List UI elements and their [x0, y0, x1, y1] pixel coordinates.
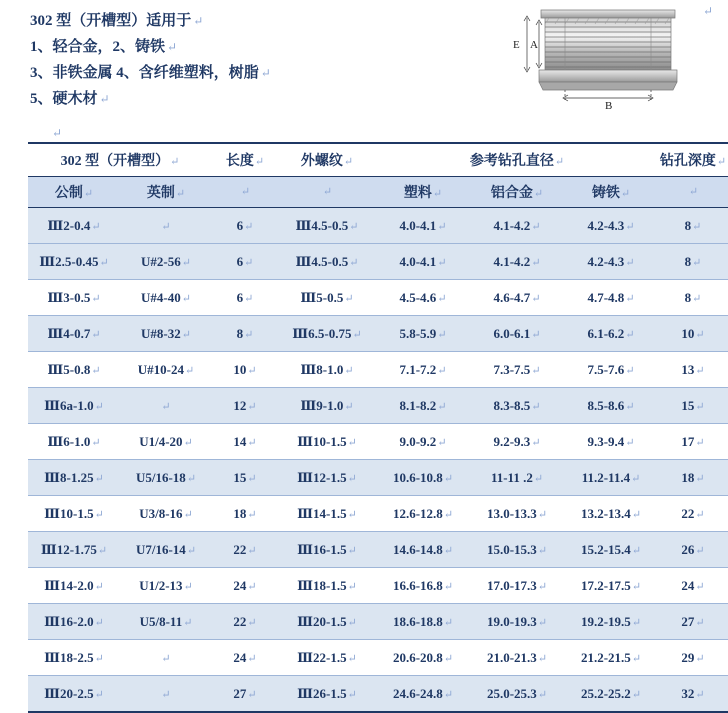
paragraph-mark-icon: ↵: [531, 220, 541, 233]
cell-metric: Ⅲ2.5-0.45↵: [28, 244, 120, 280]
cell-length: 24↵: [212, 568, 278, 604]
paragraph-mark-icon: ↵: [247, 400, 257, 413]
cell-thread: Ⅲ10-1.5↵: [278, 424, 376, 460]
paragraph-mark-icon: ↵: [695, 616, 705, 629]
header-hole-diameter-label: 参考钻孔直径: [469, 154, 554, 169]
table-row: [28, 604, 728, 640]
paragraph-mark-icon: ↵: [443, 544, 454, 557]
header-thread: [278, 143, 376, 177]
dimension-label-a: A: [530, 39, 538, 51]
paragraph-mark-icon: ↵: [91, 220, 101, 233]
cell-imperial: [120, 676, 212, 713]
paragraph-mark-icon: ↵: [91, 292, 101, 305]
cell-castiron: 9.3-9.4↵: [564, 424, 658, 460]
cell-aluminum: 4.1-4.2↵: [470, 244, 564, 280]
cell-thread: Ⅲ12-1.5↵: [278, 460, 376, 496]
cell-depth: 32↵: [658, 676, 728, 713]
paragraph-mark-icon: ↵: [244, 220, 254, 233]
header-hole-depth: [658, 143, 728, 177]
paragraph-mark-icon: ↵: [344, 364, 354, 377]
cell-metric: Ⅲ10-1.5↵: [28, 496, 120, 532]
paragraph-mark-icon: ↵: [247, 580, 257, 593]
intro-line-4: [30, 86, 500, 112]
paragraph-mark-icon: ↵: [695, 652, 705, 665]
paragraph-mark-icon: ↵: [161, 652, 171, 665]
cell-metric: Ⅲ4-0.7↵: [28, 316, 120, 352]
cell-aluminum: 6.0-6.1↵: [470, 316, 564, 352]
paragraph-mark-icon: ↵: [161, 400, 171, 413]
header-thread-label: 外螺纹: [300, 154, 343, 169]
paragraph-mark-icon: ↵: [537, 652, 548, 665]
spec-table: [28, 142, 728, 713]
cell-castiron: 4.2-4.3↵: [564, 208, 658, 244]
table-row: [28, 640, 728, 676]
dimension-label-e: E: [513, 39, 520, 51]
cell-thread: Ⅲ5-0.5↵: [278, 280, 376, 316]
paragraph-mark-icon: ↵: [443, 688, 454, 701]
cell-depth: 15↵: [658, 388, 728, 424]
cell-castiron: 11.2-11.4↵: [564, 460, 658, 496]
cell-imperial: U#2-56↵: [120, 244, 212, 280]
paragraph-mark-icon: ↵: [437, 256, 447, 269]
paragraph-mark-icon: ↵: [170, 156, 180, 168]
paragraph-mark-icon: ↵: [537, 688, 548, 701]
paragraph-mark-icon: ↵: [183, 508, 193, 521]
cell-aluminum: 7.3-7.5↵: [470, 352, 564, 388]
table-row: [28, 676, 728, 713]
paragraph-mark-icon: ↵: [181, 256, 191, 269]
cell-plastic: 16.6-16.8↵: [376, 568, 470, 604]
paragraph-mark-icon: ↵: [695, 472, 705, 485]
paragraph-mark-icon: ↵: [631, 652, 642, 665]
paragraph-mark-icon: ↵: [94, 652, 104, 665]
cell-castiron: 13.2-13.4↵: [564, 496, 658, 532]
paragraph-mark-icon: ↵: [181, 292, 191, 305]
cell-depth: 24↵: [658, 568, 728, 604]
cell-plastic: 24.6-24.8↵: [376, 676, 470, 713]
paragraph-mark-icon: ↵: [695, 544, 705, 557]
paragraph-mark-icon: ↵: [322, 186, 333, 198]
cell-depth: 26↵: [658, 532, 728, 568]
paragraph-mark-icon: ↵: [688, 186, 699, 198]
cell-castiron: 21.2-21.5↵: [564, 640, 658, 676]
paragraph-mark-icon: ↵: [175, 188, 186, 200]
cell-plastic: 12.6-12.8↵: [376, 496, 470, 532]
table-row: [28, 280, 728, 316]
cell-imperial: U5/16-18↵: [120, 460, 212, 496]
paragraph-mark-icon: ↵: [692, 256, 702, 269]
paragraph-mark-icon: ↵: [347, 580, 357, 593]
cell-length: 6↵: [212, 208, 278, 244]
cell-metric: Ⅲ18-2.5↵: [28, 640, 120, 676]
paragraph-mark-icon: ↵: [349, 220, 359, 233]
paragraph-mark-icon: ↵: [631, 544, 642, 557]
cell-depth: 17↵: [658, 424, 728, 460]
cell-metric: Ⅲ16-2.0↵: [28, 604, 120, 640]
table-row: [28, 244, 728, 280]
cell-imperial: U1/2-13↵: [120, 568, 212, 604]
cell-imperial: [120, 640, 212, 676]
paragraph-mark-icon: ↵: [247, 508, 257, 521]
cell-castiron: 17.2-17.5↵: [564, 568, 658, 604]
paragraph-mark-icon: ↵: [167, 40, 178, 54]
header-hole-diameter: [376, 143, 658, 177]
paragraph-mark-icon: ↵: [437, 220, 447, 233]
header-length: [212, 143, 278, 177]
cell-aluminum: 17.0-17.3↵: [470, 568, 564, 604]
cell-depth: 29↵: [658, 640, 728, 676]
cell-length: 18↵: [212, 496, 278, 532]
subheader-thread-spacer: [278, 177, 376, 208]
header-type: [28, 143, 212, 177]
table-row: [28, 424, 728, 460]
cell-thread: Ⅲ14-1.5↵: [278, 496, 376, 532]
paragraph-mark-icon: ↵: [432, 188, 443, 200]
cell-imperial: [120, 208, 212, 244]
paragraph-mark-icon: ↵: [531, 364, 541, 377]
cell-imperial: U#4-40↵: [120, 280, 212, 316]
paragraph-mark-icon: ↵: [692, 292, 702, 305]
cell-depth: 10↵: [658, 316, 728, 352]
paragraph-mark-icon: ↵: [99, 92, 110, 106]
dimension-label-b: B: [605, 100, 613, 112]
cell-length: 12↵: [212, 388, 278, 424]
paragraph-mark-icon: ↵: [443, 652, 454, 665]
paragraph-mark-icon: ↵: [343, 156, 354, 168]
table-row: [28, 208, 728, 244]
cell-aluminum: 19.0-19.3↵: [470, 604, 564, 640]
paragraph-mark-icon: ↵: [247, 544, 257, 557]
cell-thread: Ⅲ26-1.5↵: [278, 676, 376, 713]
paragraph-mark-icon: ↵: [437, 328, 447, 341]
subheader-plastic: [376, 177, 470, 208]
table-row: [28, 316, 728, 352]
cell-plastic: 9.0-9.2↵: [376, 424, 470, 460]
table-header-top-row: [28, 143, 728, 177]
paragraph-mark-icon: ↵: [185, 364, 195, 377]
cell-plastic: 7.1-7.2↵: [376, 352, 470, 388]
subheader-plastic-label: 塑料: [403, 186, 432, 201]
paragraph-mark-icon: ↵: [537, 616, 548, 629]
cell-metric: Ⅲ8-1.25↵: [28, 460, 120, 496]
paragraph-mark-icon: ↵: [181, 328, 191, 341]
paragraph-mark-icon: ↵: [91, 328, 101, 341]
cell-thread: Ⅲ6.5-0.75↵: [278, 316, 376, 352]
cell-plastic: 4.0-4.1↵: [376, 244, 470, 280]
cell-aluminum: 11-11 .2↵: [470, 460, 564, 496]
paragraph-mark-icon: ↵: [247, 616, 257, 629]
subheader-imperial-label: 英制: [146, 186, 175, 201]
paragraph-mark-icon: ↵: [247, 652, 257, 665]
paragraph-mark-icon: ↵: [52, 126, 63, 140]
cell-metric: Ⅲ14-2.0↵: [28, 568, 120, 604]
cell-depth: 8↵: [658, 244, 728, 280]
paragraph-mark-icon: ↵: [94, 472, 104, 485]
paragraph-mark-icon: ↵: [347, 688, 357, 701]
cell-depth: 8↵: [658, 280, 728, 316]
table-row: [28, 460, 728, 496]
paragraph-mark-icon: ↵: [631, 616, 642, 629]
paragraph-mark-icon: ↵: [94, 688, 104, 701]
paragraph-mark-icon: ↵: [631, 472, 641, 485]
cell-plastic: 18.6-18.8↵: [376, 604, 470, 640]
cell-castiron: 6.1-6.2↵: [564, 316, 658, 352]
cell-thread: Ⅲ8-1.0↵: [278, 352, 376, 388]
cell-depth: 18↵: [658, 460, 728, 496]
cell-thread: Ⅲ16-1.5↵: [278, 532, 376, 568]
paragraph-mark-icon: ↵: [344, 400, 354, 413]
paragraph-mark-icon: ↵: [247, 364, 257, 377]
cell-plastic: 4.5-4.6↵: [376, 280, 470, 316]
paragraph-mark-icon: ↵: [437, 292, 447, 305]
cell-depth: 13↵: [658, 352, 728, 388]
paragraph-mark-icon: ↵: [247, 688, 257, 701]
paragraph-mark-icon: ↵: [186, 472, 197, 485]
paragraph-mark-icon: ↵: [625, 436, 635, 449]
cell-length: 10↵: [212, 352, 278, 388]
paragraph-mark-icon: ↵: [554, 156, 565, 168]
cell-thread: Ⅲ18-1.5↵: [278, 568, 376, 604]
paragraph-mark-icon: ↵: [83, 188, 94, 200]
cell-plastic: 4.0-4.1↵: [376, 208, 470, 244]
paragraph-mark-icon: ↵: [443, 508, 454, 521]
paragraph-mark-icon: ↵: [531, 292, 541, 305]
paragraph-mark-icon: ↵: [695, 688, 705, 701]
cell-length: 8↵: [212, 316, 278, 352]
cell-length: 15↵: [212, 460, 278, 496]
paragraph-mark-icon: ↵: [161, 220, 171, 233]
paragraph-mark-icon: ↵: [695, 400, 705, 413]
paragraph-mark-icon: ↵: [97, 544, 108, 557]
paragraph-mark-icon: ↵: [240, 186, 251, 198]
paragraph-mark-icon: ↵: [244, 328, 254, 341]
paragraph-mark-icon: ↵: [91, 436, 101, 449]
cell-plastic: 20.6-20.8↵: [376, 640, 470, 676]
cell-castiron: 19.2-19.5↵: [564, 604, 658, 640]
cell-length: 6↵: [212, 244, 278, 280]
table-header-sub-row: [28, 177, 728, 208]
paragraph-mark-icon: ↵: [94, 400, 104, 413]
intro-line-2-text: 1、轻合金，2、铸铁: [30, 39, 166, 55]
paragraph-mark-icon: ↵: [437, 364, 447, 377]
cell-metric: Ⅲ2-0.4↵: [28, 208, 120, 244]
cell-length: 27↵: [212, 676, 278, 713]
paragraph-mark-icon: ↵: [692, 220, 702, 233]
cell-plastic: 10.6-10.8↵: [376, 460, 470, 496]
paragraph-mark-icon: ↵: [347, 616, 357, 629]
cell-imperial: U5/8-11↵: [120, 604, 212, 640]
paragraph-mark-icon: ↵: [99, 256, 109, 269]
table-row: [28, 496, 728, 532]
paragraph-mark-icon: ↵: [183, 616, 193, 629]
paragraph-mark-icon: ↵: [625, 328, 635, 341]
paragraph-mark-icon: ↵: [537, 508, 548, 521]
cell-depth: 22↵: [658, 496, 728, 532]
cell-plastic: 8.1-8.2↵: [376, 388, 470, 424]
paragraph-mark-icon: ↵: [695, 328, 705, 341]
cell-length: 6↵: [212, 280, 278, 316]
intro-line-1-text: 302 型（开槽型）适用于: [30, 13, 192, 29]
paragraph-mark-icon: ↵: [347, 472, 357, 485]
cell-castiron: 4.2-4.3↵: [564, 244, 658, 280]
cell-aluminum: 15.0-15.3↵: [470, 532, 564, 568]
paragraph-mark-icon: ↵: [631, 580, 642, 593]
subheader-depth-spacer: [658, 177, 728, 208]
paragraph-mark-icon: ↵: [625, 220, 635, 233]
spec-table-body: [28, 208, 728, 713]
paragraph-mark-icon: ↵: [537, 580, 548, 593]
paragraph-mark-icon: ↵: [443, 580, 454, 593]
paragraph-mark-icon: ↵: [702, 4, 713, 18]
cell-thread: Ⅲ4.5-0.5↵: [278, 244, 376, 280]
paragraph-mark-icon: ↵: [347, 544, 357, 557]
paragraph-mark-icon: ↵: [349, 256, 359, 269]
cell-imperial: U#10-24↵: [120, 352, 212, 388]
spec-table-container: [28, 142, 727, 713]
paragraph-mark-icon: ↵: [347, 436, 357, 449]
cell-metric: Ⅲ5-0.8↵: [28, 352, 120, 388]
cell-thread: Ⅲ22-1.5↵: [278, 640, 376, 676]
paragraph-mark-icon: ↵: [437, 400, 447, 413]
paragraph-mark-icon: ↵: [531, 256, 541, 269]
cell-castiron: 15.2-15.4↵: [564, 532, 658, 568]
intro-text-block: [30, 8, 500, 112]
table-row: [28, 388, 728, 424]
cell-aluminum: 25.0-25.3↵: [470, 676, 564, 713]
cell-imperial: U7/16-14↵: [120, 532, 212, 568]
paragraph-mark-icon: ↵: [631, 688, 642, 701]
intro-line-4-text: 5、硬木材: [30, 91, 98, 107]
paragraph-mark-icon: ↵: [537, 544, 548, 557]
subheader-imperial: [120, 177, 212, 208]
paragraph-mark-icon: ↵: [244, 256, 254, 269]
cell-metric: Ⅲ3-0.5↵: [28, 280, 120, 316]
paragraph-mark-icon: ↵: [695, 508, 705, 521]
paragraph-mark-icon: ↵: [247, 472, 257, 485]
cell-plastic: 5.8-5.9↵: [376, 316, 470, 352]
table-row: [28, 352, 728, 388]
header-length-label: 长度: [225, 154, 254, 169]
paragraph-mark-icon: ↵: [94, 580, 104, 593]
paragraph-mark-icon: ↵: [631, 508, 642, 521]
paragraph-mark-icon: ↵: [161, 688, 171, 701]
paragraph-mark-icon: ↵: [533, 188, 544, 200]
cell-castiron: 7.5-7.6↵: [564, 352, 658, 388]
cell-depth: 27↵: [658, 604, 728, 640]
paragraph-mark-icon: ↵: [625, 292, 635, 305]
cell-length: 22↵: [212, 532, 278, 568]
paragraph-mark-icon: ↵: [620, 188, 631, 200]
paragraph-mark-icon: ↵: [244, 292, 254, 305]
paragraph-mark-icon: ↵: [695, 364, 705, 377]
paragraph-mark-icon: ↵: [352, 328, 362, 341]
paragraph-mark-icon: ↵: [186, 544, 197, 557]
paragraph-mark-icon: ↵: [183, 436, 193, 449]
paragraph-mark-icon: ↵: [443, 616, 454, 629]
paragraph-mark-icon: ↵: [193, 14, 204, 28]
paragraph-mark-icon: ↵: [94, 508, 104, 521]
cell-imperial: U3/8-16↵: [120, 496, 212, 532]
header-hole-depth-label: 钻孔深度: [659, 154, 716, 169]
paragraph-mark-icon: ↵: [443, 472, 454, 485]
paragraph-mark-icon: ↵: [94, 616, 104, 629]
cell-castiron: 8.5-8.6↵: [564, 388, 658, 424]
cell-aluminum: 8.3-8.5↵: [470, 388, 564, 424]
paragraph-mark-icon: ↵: [625, 400, 635, 413]
cell-metric: Ⅲ6a-1.0↵: [28, 388, 120, 424]
paragraph-mark-icon: ↵: [254, 156, 265, 168]
cell-aluminum: 4.1-4.2↵: [470, 208, 564, 244]
cell-plastic: 14.6-14.8↵: [376, 532, 470, 568]
cell-thread: Ⅲ9-1.0↵: [278, 388, 376, 424]
intro-line-3-text: 3、非铁金属 4、含纤维塑料，树脂: [30, 65, 259, 81]
subheader-aluminum-label: 铝合金: [490, 186, 533, 201]
threaded-insert-drawing: [505, 2, 705, 110]
cell-aluminum: 13.0-13.3↵: [470, 496, 564, 532]
cell-metric: Ⅲ20-2.5↵: [28, 676, 120, 713]
cell-metric: Ⅲ12-1.75↵: [28, 532, 120, 568]
paragraph-mark-icon: ↵: [347, 652, 357, 665]
intro-line-2: [30, 34, 500, 60]
subheader-length-spacer: [212, 177, 278, 208]
subheader-aluminum: [470, 177, 564, 208]
paragraph-mark-icon: ↵: [344, 292, 354, 305]
paragraph-mark-icon: ↵: [437, 436, 447, 449]
intro-line-1: [30, 8, 500, 34]
intro-line-3: [30, 60, 500, 86]
cell-depth: 8↵: [658, 208, 728, 244]
paragraph-mark-icon: ↵: [260, 66, 271, 80]
paragraph-mark-icon: ↵: [695, 436, 705, 449]
cell-length: 14↵: [212, 424, 278, 460]
paragraph-mark-icon: ↵: [247, 436, 257, 449]
cell-aluminum: 21.0-21.3↵: [470, 640, 564, 676]
paragraph-mark-icon: ↵: [183, 580, 193, 593]
paragraph-mark-icon: ↵: [625, 256, 635, 269]
header-type-label: 302 型（开槽型）: [60, 154, 170, 169]
cell-aluminum: 4.6-4.7↵: [470, 280, 564, 316]
cell-castiron: 4.7-4.8↵: [564, 280, 658, 316]
subheader-metric-label: 公制: [54, 186, 83, 201]
paragraph-mark-icon: ↵: [531, 436, 541, 449]
cell-metric: Ⅲ6-1.0↵: [28, 424, 120, 460]
paragraph-mark-icon: ↵: [533, 472, 544, 485]
cell-length: 24↵: [212, 640, 278, 676]
cell-aluminum: 9.2-9.3↵: [470, 424, 564, 460]
subheader-castiron-label: 铸铁: [591, 186, 620, 201]
cell-imperial: U1/4-20↵: [120, 424, 212, 460]
paragraph-mark-icon: ↵: [91, 364, 101, 377]
cell-imperial: U#8-32↵: [120, 316, 212, 352]
cell-length: 22↵: [212, 604, 278, 640]
cell-castiron: 25.2-25.2↵: [564, 676, 658, 713]
paragraph-mark-icon: ↵: [347, 508, 357, 521]
cell-thread: Ⅲ20-1.5↵: [278, 604, 376, 640]
paragraph-mark-icon: ↵: [531, 400, 541, 413]
subheader-castiron: [564, 177, 658, 208]
table-row: [28, 532, 728, 568]
paragraph-mark-icon: ↵: [716, 156, 727, 168]
table-row: [28, 568, 728, 604]
cell-thread: Ⅲ4.5-0.5↵: [278, 208, 376, 244]
paragraph-mark-icon: ↵: [531, 328, 541, 341]
subheader-metric: [28, 177, 120, 208]
paragraph-mark-icon: ↵: [695, 580, 705, 593]
cell-imperial: [120, 388, 212, 424]
paragraph-mark-icon: ↵: [625, 364, 635, 377]
